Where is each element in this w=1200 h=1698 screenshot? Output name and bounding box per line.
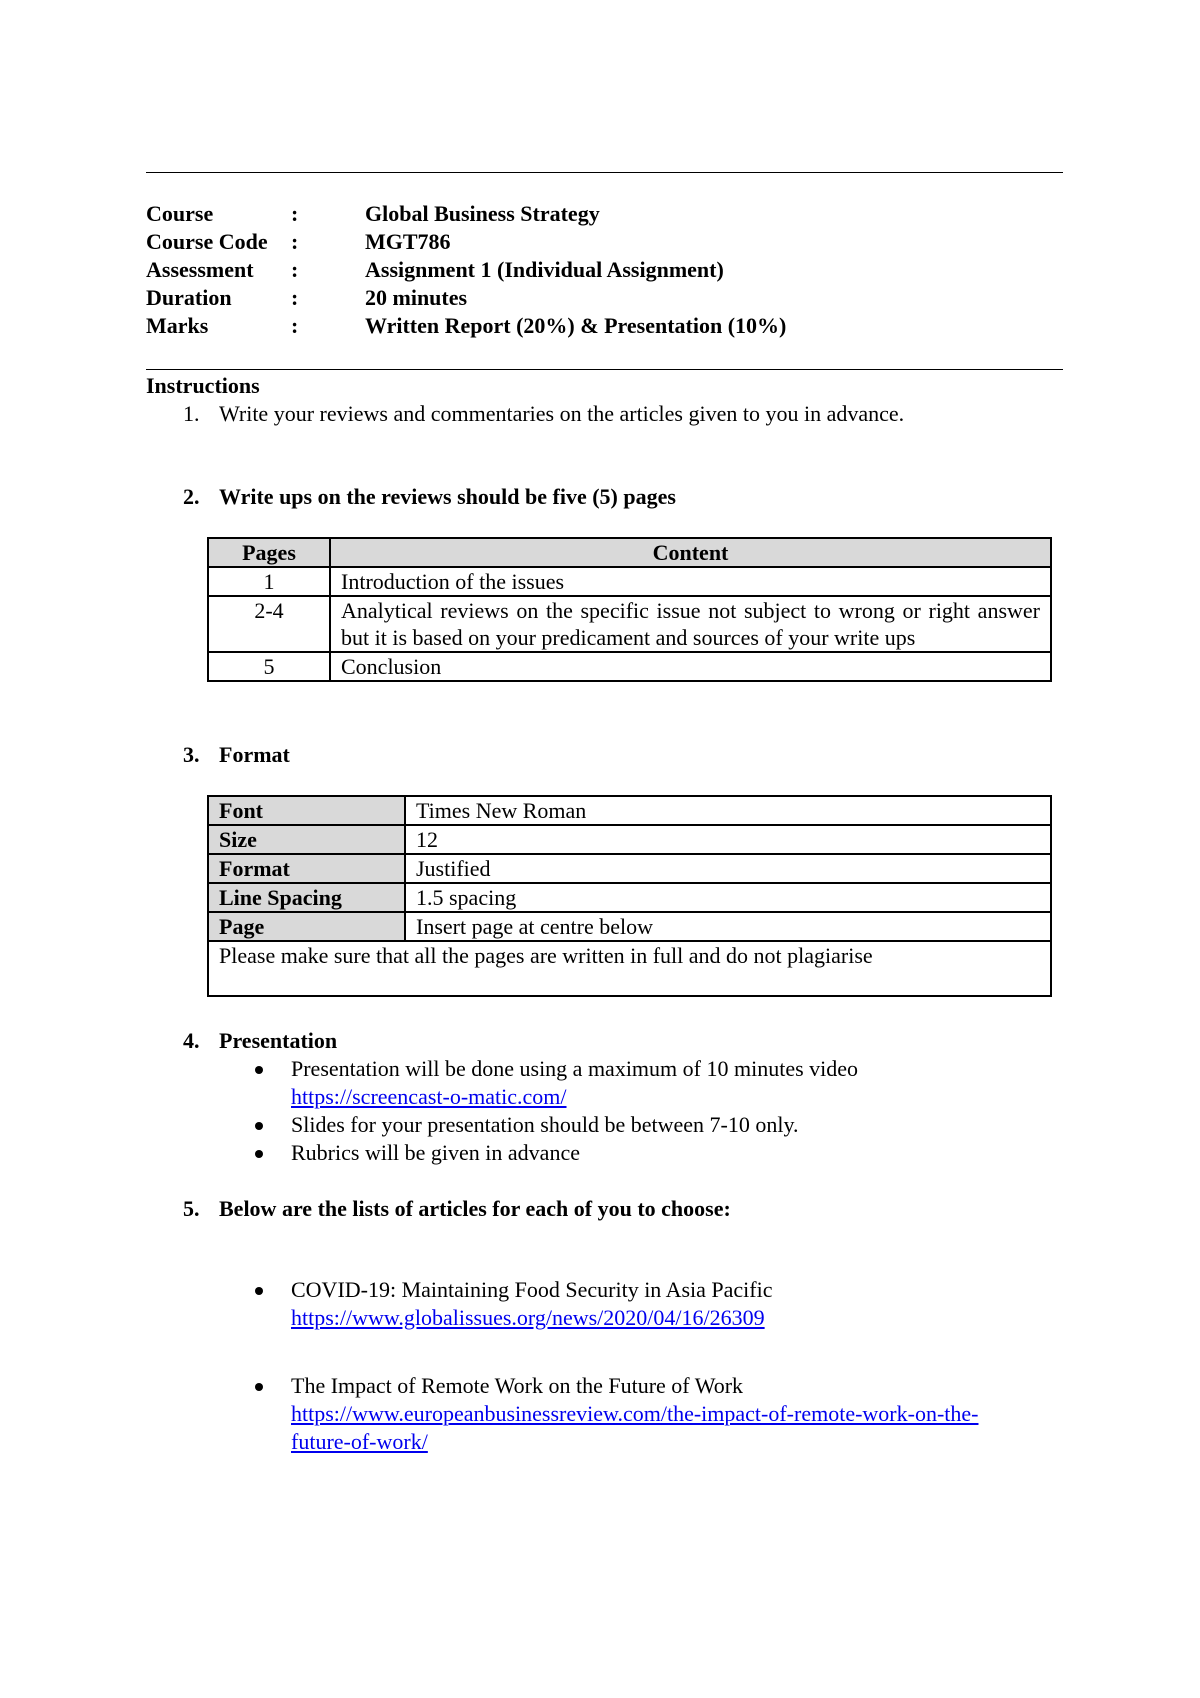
format-value: Times New Roman [405, 796, 1051, 825]
header-label: Assessment [146, 257, 254, 282]
format-key: Font [208, 796, 405, 825]
header-colon: : [291, 201, 299, 226]
bullet-icon [255, 1383, 263, 1391]
format-value: 12 [405, 825, 1051, 854]
content-cell: Introduction of the issues [330, 567, 1051, 596]
course-header [146, 200, 786, 340]
format-table [207, 795, 1052, 997]
table-header-row [208, 538, 1051, 567]
format-key: Page [208, 912, 405, 941]
bullet-text: Rubrics will be given in advance [291, 1140, 580, 1165]
item-1-text: Write your reviews and commentaries on the articles given to you in advance. [219, 401, 905, 426]
header-label: Course [146, 201, 214, 226]
format-key: Format [208, 854, 405, 883]
format-key: Size [208, 825, 405, 854]
header-divider [146, 369, 1063, 370]
format-key: Line Spacing [208, 883, 405, 912]
bullet-text: Presentation will be done using a maximum of 10 minutes video [291, 1056, 859, 1081]
item-2-text: Write ups on the reviews should be five (5) pages [219, 484, 676, 509]
header-row-course [146, 200, 786, 228]
bullet-icon [255, 1122, 263, 1130]
format-value: Justified [405, 854, 1051, 883]
header-value: MGT786 [365, 229, 451, 254]
content-cell: Conclusion [330, 652, 1051, 681]
header-label: Duration [146, 285, 232, 310]
article-item [255, 1372, 978, 1456]
header-value: Assignment 1 (Individual Assignment) [365, 257, 724, 282]
format-note: Please make sure that all the pages are written in full and do not plagiarise [208, 941, 1051, 996]
bullet-icon [255, 1287, 263, 1295]
pages-table [207, 537, 1052, 682]
instructions-title: Instructions [146, 373, 260, 398]
header-row-assessment [146, 256, 786, 284]
item-4-number: 4. [183, 1028, 200, 1053]
table-row [208, 652, 1051, 681]
article-title: The Impact of Remote Work on the Future of Work [291, 1373, 744, 1398]
top-divider [146, 172, 1063, 173]
page-cell: 1 [208, 567, 330, 596]
screencast-link[interactable]: https://screencast-o-matic.com/ [291, 1084, 567, 1109]
content-cell: Analytical reviews on the specific issue not subject to wrong or right answer but it is based on your predicament and sources of your write ups [330, 596, 1051, 652]
header-colon: : [291, 313, 299, 338]
table-row [208, 825, 1051, 854]
header-row-duration [146, 284, 786, 312]
bullet-text: Slides for your presentation should be between 7-10 only. [291, 1112, 799, 1137]
header-value: 20 minutes [365, 285, 468, 310]
articles-title: Below are the lists of articles for each of you to choose: [219, 1196, 731, 1221]
column-header-pages: Pages [208, 538, 330, 567]
header-row-marks [146, 312, 786, 340]
article-link[interactable]: https://www.europeanbusinessreview.com/the-impact-of-remote-work-on-the- [291, 1401, 979, 1426]
header-colon: : [291, 257, 299, 282]
header-value: Written Report (20%) & Presentation (10%) [365, 313, 787, 338]
table-row [208, 941, 1051, 996]
header-row-course-code [146, 228, 786, 256]
bullet-icon [255, 1150, 263, 1158]
column-header-content: Content [330, 538, 1051, 567]
header-colon: : [291, 229, 299, 254]
header-label: Marks [146, 313, 209, 338]
bullet-item [255, 1055, 858, 1111]
table-row [208, 796, 1051, 825]
bullet-icon [255, 1066, 263, 1074]
header-value: Global Business Strategy [365, 201, 600, 226]
article-link-continued[interactable]: future-of-work/ [291, 1429, 428, 1454]
table-row [208, 854, 1051, 883]
article-title: COVID-19: Maintaining Food Security in Asia Pacific [291, 1277, 773, 1302]
header-colon: : [291, 285, 299, 310]
presentation-title: Presentation [219, 1028, 338, 1053]
article-item [255, 1276, 773, 1332]
page-cell: 2-4 [208, 596, 330, 652]
page-cell: 5 [208, 652, 330, 681]
format-value: 1.5 spacing [405, 883, 1051, 912]
item-3-number: 3. [183, 742, 200, 767]
item-2-number: 2. [183, 484, 200, 509]
table-row [208, 912, 1051, 941]
header-label: Course Code [146, 229, 268, 254]
bullet-item [255, 1139, 580, 1167]
table-row [208, 883, 1051, 912]
table-row [208, 567, 1051, 596]
article-link[interactable]: https://www.globalissues.org/news/2020/04/16/26309 [291, 1305, 765, 1330]
table-row [208, 596, 1051, 652]
item-1-number: 1. [183, 401, 200, 426]
format-value: Insert page at centre below [405, 912, 1051, 941]
item-5-number: 5. [183, 1196, 200, 1221]
bullet-item [255, 1111, 799, 1139]
format-title: Format [219, 742, 290, 767]
